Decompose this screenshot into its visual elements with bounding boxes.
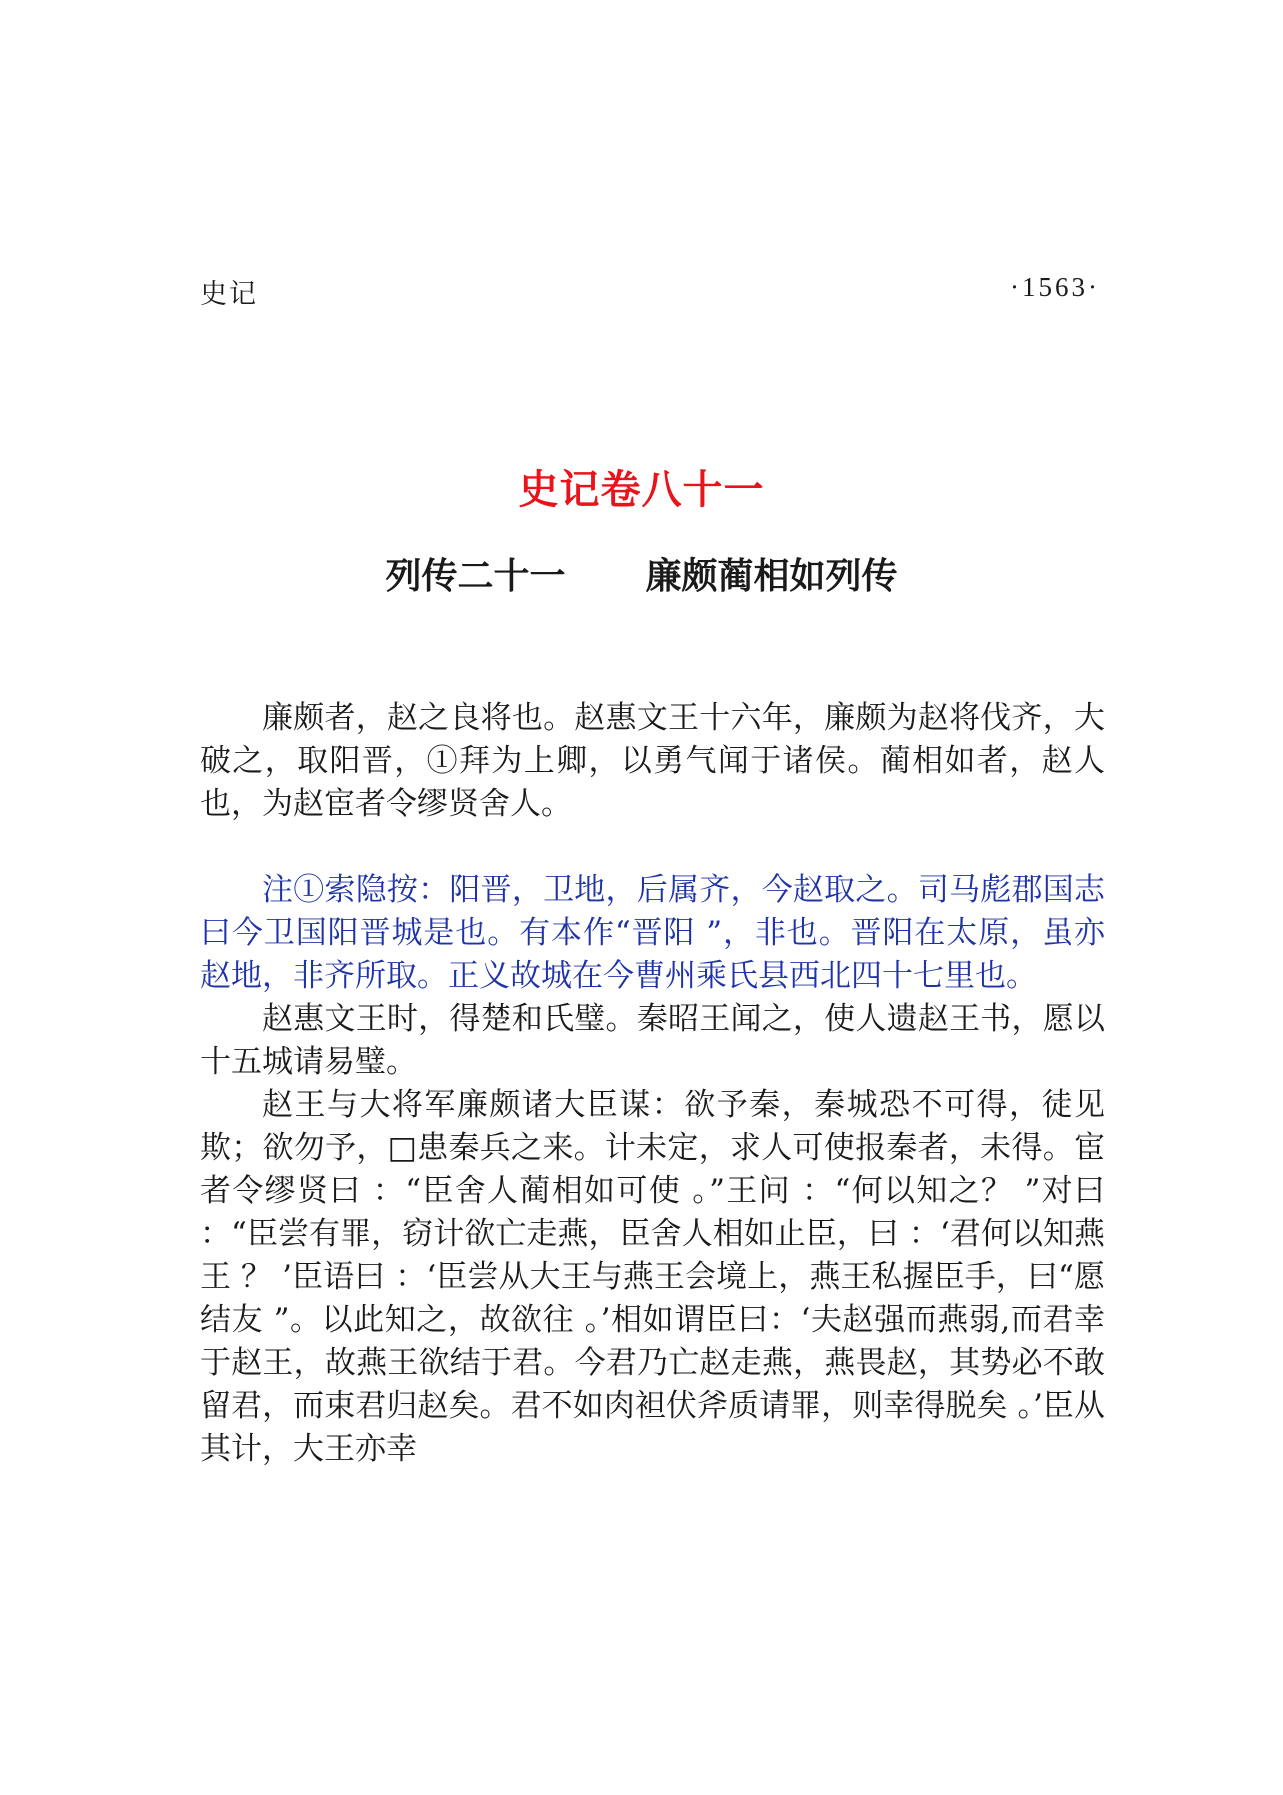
chapter-name: 廉颇蔺相如列传	[645, 556, 898, 597]
volume-title: 史记卷八十一	[518, 467, 765, 513]
header-book-title: 史记	[200, 279, 258, 310]
paragraph-jade: 赵惠文王时，得楚和氏璧。秦昭王闻之，使人遗赵王书，愿以十五城请易璧。	[200, 1001, 1105, 1080]
body-text	[200, 697, 1105, 1471]
paragraph-council: 赵王与大将军廉颇诸大臣谋：欲予秦，秦城恐不可得，徒见欺；欲勿予，□患秦兵之来。计未定，求人可使报秦者，未得。宦者令缪贤曰 ：“臣舍人蔺相如可使 。”王问 ：“何以知之？ ”对曰 ：“臣尝有罪，窃计欲亡走燕，臣舍人相如止臣，曰 ：‘君何以知燕王 ？ ’臣语曰 ：‘臣尝从大王与燕王会境上，燕王私握臣手，曰“愿结友 ”。以此知之，故欲往 。’相如谓臣曰：‘夫赵强而燕弱,而君幸于赵王，故燕王欲结于君。今君乃亡赵走燕，燕畏赵，其势必不敢留君，而束君归赵矣。君不如肉袒伏斧质请罪，则幸得脱矣 。’臣从其计，大王亦幸	[200, 1087, 1105, 1467]
annotation-note: 注①索隐按：阳晋，卫地，后属齐，今赵取之。司马彪郡国志曰今卫国阳晋城是也。有本作“晋阳 ”，非也。晋阳在太原，虽亦赵地，非齐所取。正义故城在今曹州乘氏县西北四十七里也。	[200, 872, 1105, 994]
paragraph-intro: 廉颇者，赵之良将也。赵惠文王十六年，廉颇为赵将伐齐，大破之，取阳晋，①拜为上卿，以勇气闻于诸侯。蔺相如者，赵人也，为赵宦者令缪贤舍人。	[200, 700, 1105, 822]
page-number: ·1563·	[1010, 272, 1100, 302]
running-header	[200, 272, 1100, 312]
chapter-title	[0, 548, 1283, 599]
chapter-series: 列传二十一	[385, 556, 566, 597]
